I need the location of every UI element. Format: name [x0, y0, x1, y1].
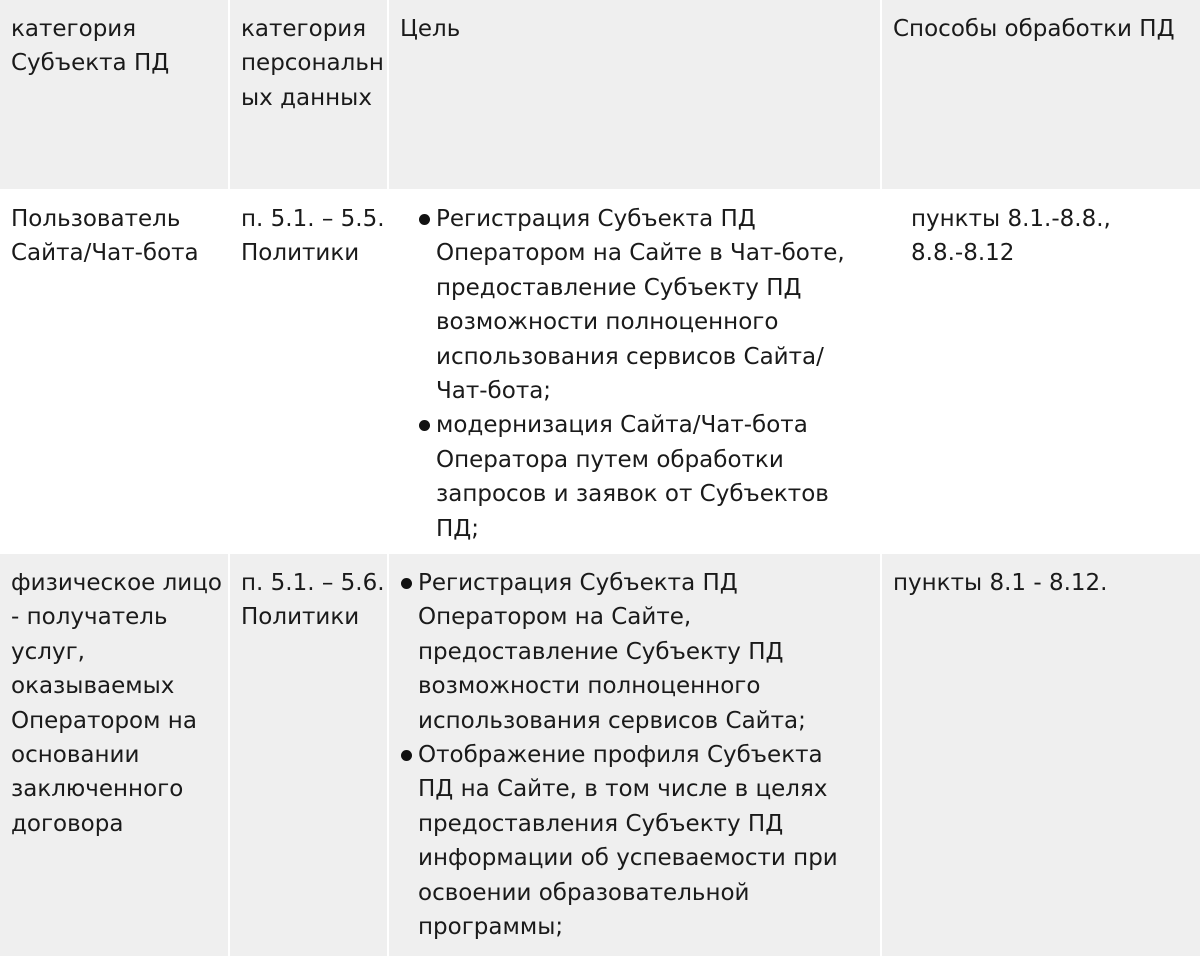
header-processing-methods — [882, 0, 1200, 189]
cell-data-category — [230, 554, 387, 956]
cell-data-category-text: п. 5.1. – 5.6. Политики — [241, 570, 385, 631]
cell-processing-methods — [882, 554, 1200, 956]
header-subject-category-text: категория Субъекта ПД — [11, 16, 170, 77]
cell-data-category-text: п. 5.1. – 5.5.Политики — [241, 206, 385, 267]
table-header-row — [0, 0, 1200, 189]
header-processing-methods-text: Способы обработки ПД — [893, 16, 1175, 42]
cell-goals — [389, 190, 880, 553]
table-row — [0, 190, 1200, 553]
goals-list — [400, 566, 850, 944]
list-item — [400, 738, 850, 944]
cell-processing-methods-text: пункты 8.1 - 8.12. — [893, 570, 1108, 596]
header-goal — [389, 0, 880, 189]
goals-list — [418, 202, 872, 546]
goal-text: модернизация Сайта/Чат-бота Оператора путем обработки запросов и заявок от Субъектов ПД; — [436, 412, 829, 542]
goal-text: Отображение профиля Субъекта ПД на Сайте, в том числе в целях предоставления Субъекту ПД информации об успеваемости при освоении образовательной программы; — [418, 742, 838, 941]
cell-subject — [0, 190, 228, 553]
header-subject-category — [0, 0, 228, 189]
goal-text: Регистрация Субъекта ПД Оператором на Сайте, предоставление Субъекту ПД возможности полноценного использования сервисов Сайта; — [418, 570, 806, 734]
list-item — [418, 408, 872, 546]
list-item — [418, 202, 872, 408]
header-data-category — [230, 0, 387, 189]
goal-text: Регистрация Субъекта ПД Оператором на Сайте в Чат-боте, предоставление Субъекту ПД возможности полноценного использования сервисов Сайта/Чат-бота; — [436, 206, 845, 405]
cell-subject-text: физическое лицо - получатель услуг, оказываемых Оператором на основании заключенного договора — [11, 570, 222, 837]
cell-processing-methods-text: пункты 8.1.-8.8., 8.8.-8.12 — [911, 206, 1111, 267]
cell-processing-methods — [882, 190, 1200, 553]
header-data-category-text: категория персональных данных — [241, 16, 384, 111]
table-row — [0, 554, 1200, 956]
cell-data-category — [230, 190, 387, 553]
list-item — [400, 566, 850, 738]
header-goal-text: Цель — [400, 16, 461, 42]
cell-subject-text: Пользователь Сайта/Чат-бота — [11, 206, 199, 267]
cell-goals — [389, 554, 880, 956]
cell-subject — [0, 554, 228, 956]
